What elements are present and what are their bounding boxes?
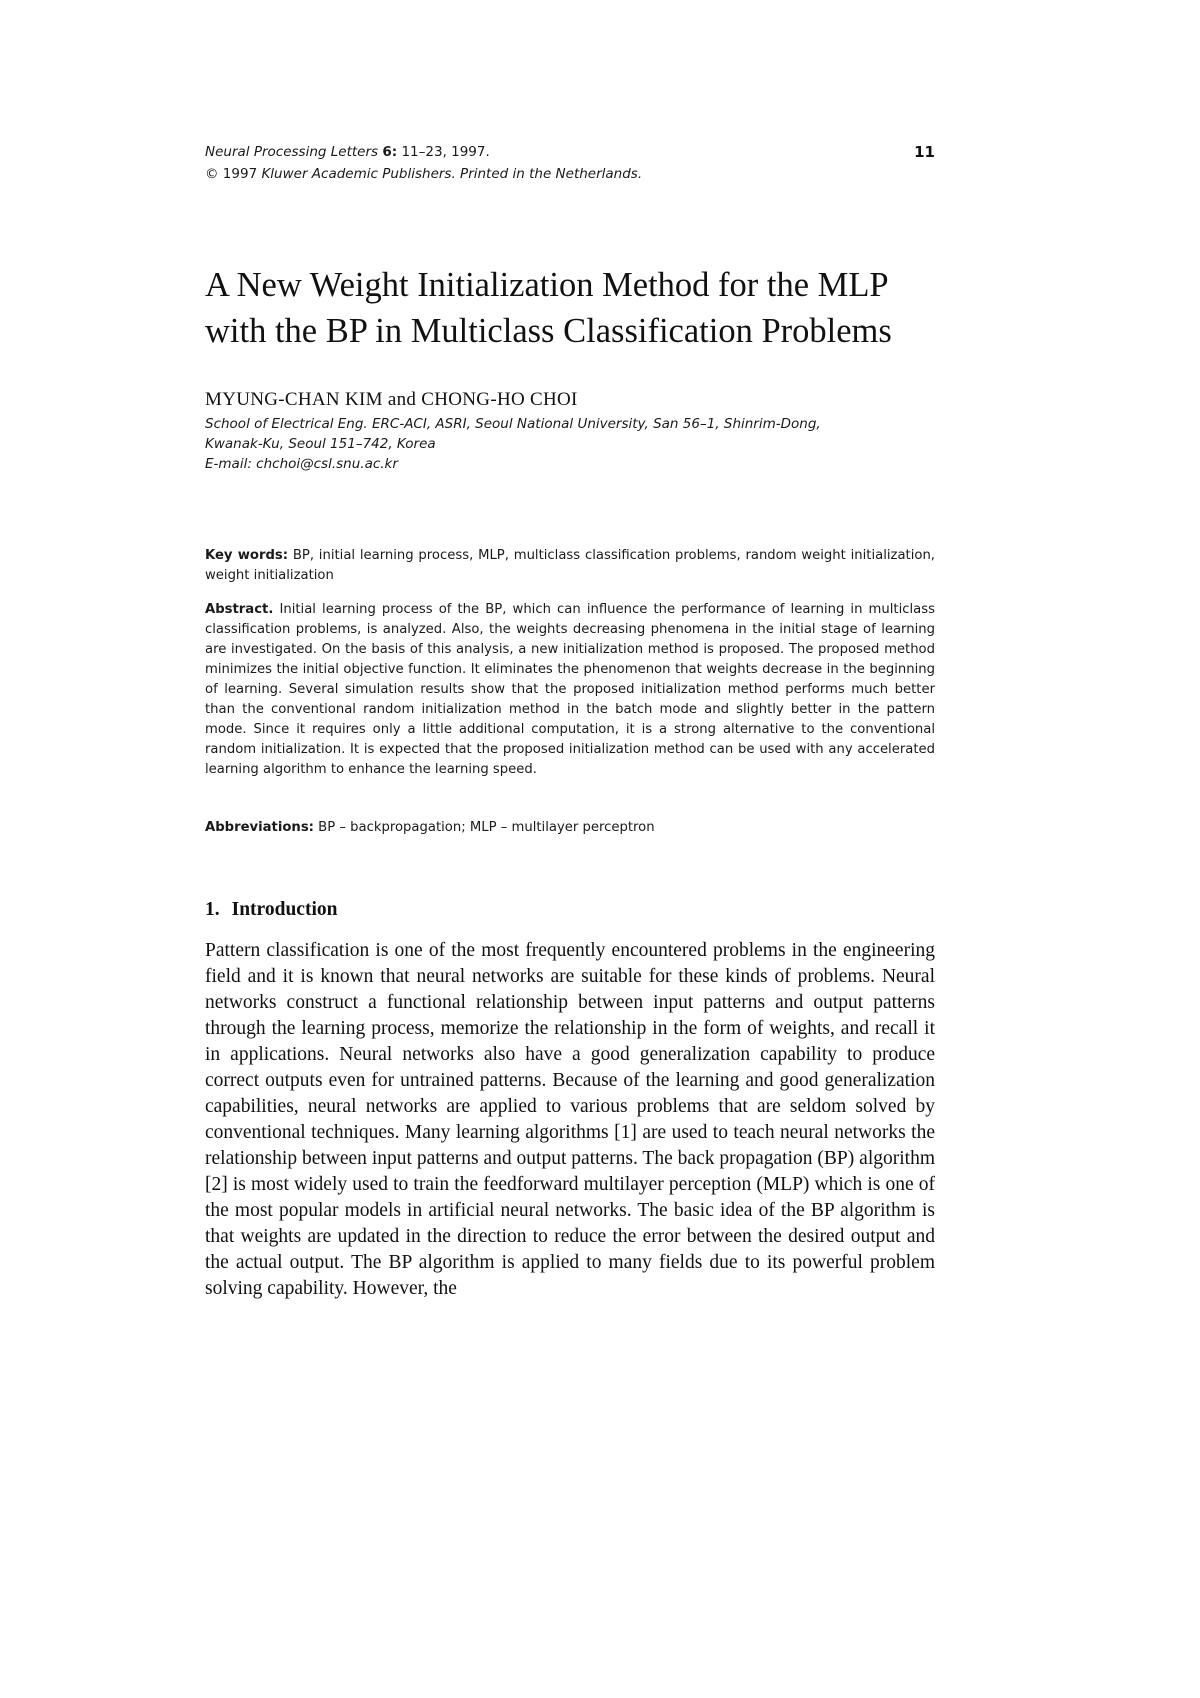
keywords-label: Key words: <box>205 548 289 563</box>
journal-name: Neural Processing Letters <box>205 144 379 160</box>
paper-title <box>205 262 945 354</box>
abstract-paragraph <box>205 600 935 780</box>
affiliation-line-1: School of Electrical Eng. ERC-ACI, ASRI, Seoul National University, San 56–1, Shinrim-Dong, <box>205 416 821 432</box>
affiliation <box>205 414 821 474</box>
copyright-icon: © <box>205 166 219 182</box>
section-number: 1. <box>205 899 220 920</box>
copyright-line <box>205 163 935 185</box>
authors: MYUNG-CHAN KIM and CHONG-HO CHOI <box>205 389 578 410</box>
section-title: Introduction <box>231 899 338 920</box>
copyright-year: 1997 <box>222 166 258 182</box>
citation-line <box>205 141 935 163</box>
abstract-text: Initial learning process of the BP, which can influence the performance of learning in multiclass classification problems, is analyzed. Also, the weights decreasing phenomena in the initial stage of learning are investigated. On the basis of this analysis, a new initialization method is proposed. The proposed method minimizes the initial objective function. It eliminates the phenomenon that weights decrease in the beginning of learning. Several simulation results show that the proposed initialization method performs much better than the conventional random initialization method in the batch mode and slightly better in the pattern mode. Since it requires only a little additional computation, it is a strong alternative to the conventional random initialization. It is expected that the proposed initialization method can be used with any accelerated learning algorithm to enhance the learning speed. <box>205 602 935 777</box>
abbreviations-text: BP – backpropagation; MLP – multilayer perceptron <box>318 820 655 835</box>
keywords-paragraph <box>205 546 935 586</box>
abbreviations-paragraph <box>205 818 935 838</box>
publisher-line: Kluwer Academic Publishers. Printed in the Netherlands. <box>261 166 643 182</box>
journal-pages-year: 11–23, 1997. <box>401 144 490 160</box>
journal-volume: 6: <box>382 144 398 160</box>
author-email: E-mail: chchoi@csl.snu.ac.kr <box>205 456 398 472</box>
affiliation-line-2: Kwanak-Ku, Seoul 151–742, Korea <box>205 436 436 452</box>
abstract-label: Abstract. <box>205 602 274 617</box>
title-line-1: A New Weight Initialization Method for the MLP <box>205 266 889 304</box>
abbreviations-label: Abbreviations: <box>205 820 314 835</box>
journal-header <box>205 141 935 185</box>
title-line-2: with the BP in Multiclass Classification Problems <box>205 312 892 350</box>
introduction-body: Pattern classification is one of the most frequently encountered problems in the engineering field and it is known that neural networks are suitable for these kinds of problems. Neural networks construct a functional relationship between input patterns and output patterns through the learning process, memorize the relationship in the form of weights, and recall it in applications. Neural networks also have a good generalization capability to produce correct outputs even for untrained patterns. Because of the learning and good generalization capabilities, neural networks are applied to various problems that are seldom solved by conventional techniques. Many learning algorithms [1] are used to teach neural networks the relationship between input patterns and output patterns. The back propagation (BP) algorithm [2] is most widely used to train the feedforward multilayer perception (MLP) which is one of the most popular models in artificial neural networks. The basic idea of the BP algorithm is that weights are updated in the direction to reduce the error between the desired output and the actual output. The BP algorithm is applied to many fields due to its powerful problem solving capability. However, the <box>205 940 935 1299</box>
section-heading <box>205 898 337 922</box>
page-number: 11 <box>914 143 935 161</box>
keywords-text: BP, initial learning process, MLP, multiclass classification problems, random weight initialization, weight initialization <box>205 548 936 583</box>
